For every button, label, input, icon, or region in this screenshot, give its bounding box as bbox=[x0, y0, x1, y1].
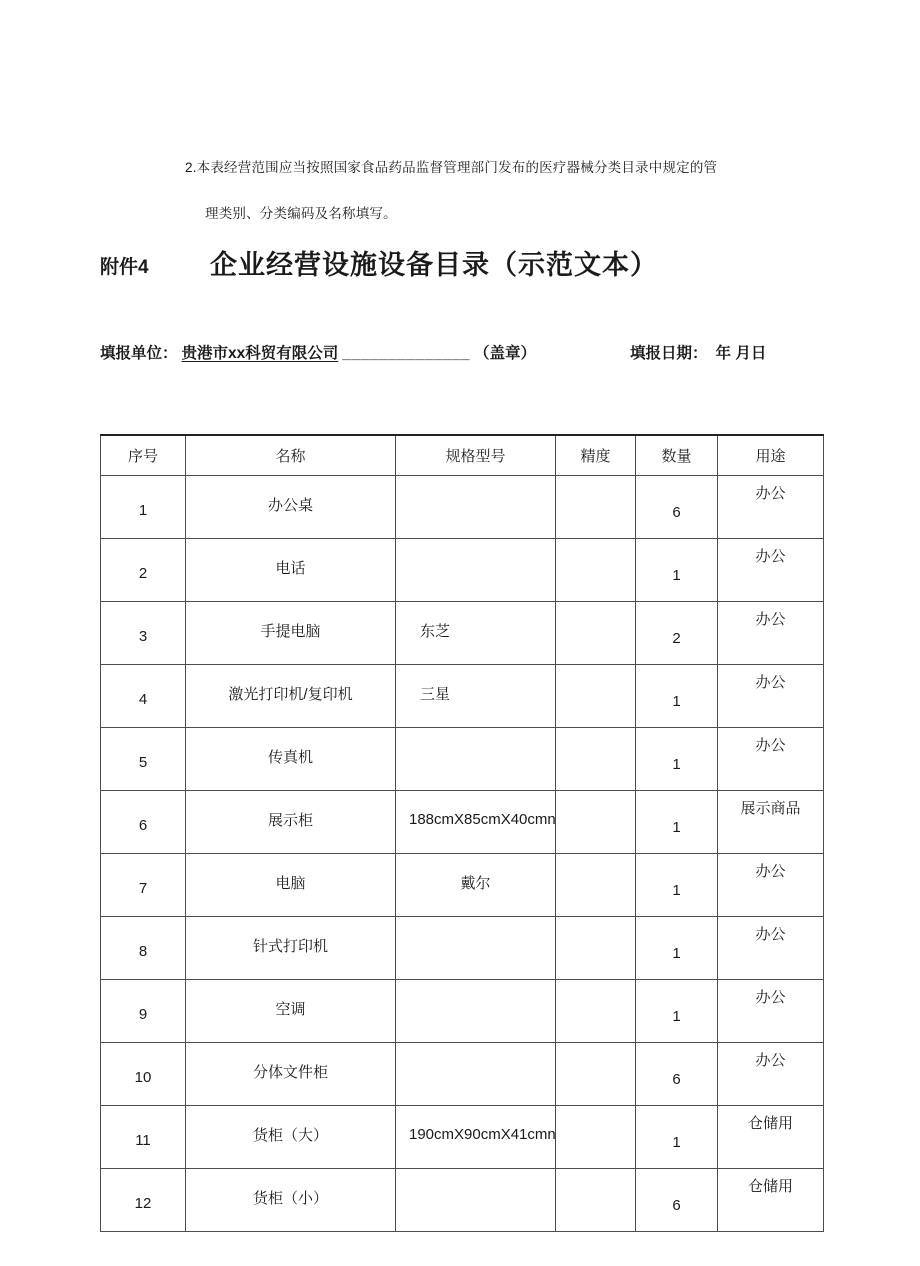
cell-use: 办公 bbox=[718, 980, 824, 1043]
cell-no: 11 bbox=[101, 1106, 186, 1169]
cell-spec bbox=[396, 476, 556, 539]
cell-no: 2 bbox=[101, 539, 186, 602]
cell-qty: 1 bbox=[636, 1106, 718, 1169]
cell-no: 10 bbox=[101, 1043, 186, 1106]
cell-precision bbox=[556, 1043, 636, 1106]
cell-name: 展示柜 bbox=[186, 791, 396, 854]
cell-qty: 1 bbox=[636, 728, 718, 791]
cell-precision bbox=[556, 602, 636, 665]
cell-name: 分体文件柜 bbox=[186, 1043, 396, 1106]
cell-qty: 6 bbox=[636, 1169, 718, 1232]
table-row bbox=[101, 980, 824, 1043]
table-row bbox=[101, 728, 824, 791]
equipment-table bbox=[100, 434, 824, 1232]
cell-precision bbox=[556, 728, 636, 791]
cell-name: 传真机 bbox=[186, 728, 396, 791]
cell-no: 1 bbox=[101, 476, 186, 539]
column-header-qty: 数量 bbox=[636, 435, 718, 476]
column-header-name: 名称 bbox=[186, 435, 396, 476]
table-row bbox=[101, 1169, 824, 1232]
cell-qty: 1 bbox=[636, 980, 718, 1043]
cell-use: 办公 bbox=[718, 602, 824, 665]
table-row bbox=[101, 917, 824, 980]
cell-qty: 1 bbox=[636, 854, 718, 917]
table-row bbox=[101, 665, 824, 728]
cell-no: 3 bbox=[101, 602, 186, 665]
cell-spec bbox=[396, 917, 556, 980]
cell-precision bbox=[556, 665, 636, 728]
cell-spec: 190cmX90cmX41cmn bbox=[396, 1106, 556, 1169]
cell-use: 仓储用 bbox=[718, 1106, 824, 1169]
cell-use: 办公 bbox=[718, 728, 824, 791]
cell-spec bbox=[396, 728, 556, 791]
cell-no: 7 bbox=[101, 854, 186, 917]
cell-name: 空调 bbox=[186, 980, 396, 1043]
cell-spec bbox=[396, 980, 556, 1043]
note-text-line1: 2.本表经营范围应当按照国家食品药品监督管理部门发布的医疗器械分类目录中规定的管 bbox=[185, 160, 718, 175]
reporting-date-label: 填报日期： bbox=[630, 345, 708, 362]
cell-precision bbox=[556, 1169, 636, 1232]
cell-qty: 1 bbox=[636, 539, 718, 602]
cell-use: 办公 bbox=[718, 665, 824, 728]
cell-use: 仓储用 bbox=[718, 1169, 824, 1232]
cell-no: 9 bbox=[101, 980, 186, 1043]
column-header-use: 用途 bbox=[718, 435, 824, 476]
cell-precision bbox=[556, 980, 636, 1043]
cell-name: 货柜（大） bbox=[186, 1106, 396, 1169]
reporting-unit-value: 贵港市xx科贸有限公司 bbox=[181, 345, 339, 362]
column-header-spec: 规格型号 bbox=[396, 435, 556, 476]
cell-qty: 1 bbox=[636, 791, 718, 854]
table-row bbox=[101, 791, 824, 854]
seal-label: （盖章） bbox=[473, 345, 536, 362]
cell-name: 激光打印机/复印机 bbox=[186, 665, 396, 728]
cell-spec: 东芝 bbox=[396, 602, 556, 665]
cell-spec: 三星 bbox=[396, 665, 556, 728]
reporting-date-value: 年 月日 bbox=[715, 345, 767, 362]
cell-use: 办公 bbox=[718, 539, 824, 602]
cell-spec: 戴尔 bbox=[396, 854, 556, 917]
page-title: 企业经营设施设备目录（示范文本） bbox=[210, 250, 658, 280]
reporting-unit-line bbox=[100, 341, 536, 363]
cell-precision bbox=[556, 1106, 636, 1169]
reporting-unit-label: 填报单位： bbox=[100, 345, 178, 362]
attachment-label: 附件4 bbox=[100, 257, 149, 278]
column-header-no: 序号 bbox=[101, 435, 186, 476]
cell-no: 8 bbox=[101, 917, 186, 980]
cell-qty: 1 bbox=[636, 665, 718, 728]
equipment-table-body bbox=[101, 476, 824, 1232]
reporting-date-line bbox=[630, 341, 766, 363]
cell-precision bbox=[556, 917, 636, 980]
cell-spec: 188cmX85cmX40cmn bbox=[396, 791, 556, 854]
table-row bbox=[101, 854, 824, 917]
cell-use: 办公 bbox=[718, 476, 824, 539]
cell-precision bbox=[556, 854, 636, 917]
cell-name: 电话 bbox=[186, 539, 396, 602]
cell-name: 电脑 bbox=[186, 854, 396, 917]
cell-no: 5 bbox=[101, 728, 186, 791]
cell-name: 手提电脑 bbox=[186, 602, 396, 665]
cell-qty: 2 bbox=[636, 602, 718, 665]
cell-qty: 6 bbox=[636, 476, 718, 539]
cell-precision bbox=[556, 791, 636, 854]
column-header-precision: 精度 bbox=[556, 435, 636, 476]
table-row bbox=[101, 602, 824, 665]
cell-spec bbox=[396, 1169, 556, 1232]
cell-precision bbox=[556, 539, 636, 602]
cell-use: 展示商品 bbox=[718, 791, 824, 854]
cell-no: 4 bbox=[101, 665, 186, 728]
table-row bbox=[101, 1043, 824, 1106]
table-row bbox=[101, 1106, 824, 1169]
cell-spec bbox=[396, 1043, 556, 1106]
cell-spec bbox=[396, 539, 556, 602]
equipment-table-header bbox=[101, 435, 824, 476]
cell-name: 针式打印机 bbox=[186, 917, 396, 980]
reporting-unit-blank: ______________ bbox=[342, 345, 470, 362]
table-row bbox=[101, 539, 824, 602]
header-row bbox=[101, 435, 824, 476]
note-text-line2: 理类别、分类编码及名称填写。 bbox=[205, 206, 397, 221]
cell-name: 货柜（小） bbox=[186, 1169, 396, 1232]
cell-no: 12 bbox=[101, 1169, 186, 1232]
cell-precision bbox=[556, 476, 636, 539]
cell-use: 办公 bbox=[718, 917, 824, 980]
cell-qty: 1 bbox=[636, 917, 718, 980]
cell-qty: 6 bbox=[636, 1043, 718, 1106]
cell-use: 办公 bbox=[718, 1043, 824, 1106]
cell-no: 6 bbox=[101, 791, 186, 854]
cell-use: 办公 bbox=[718, 854, 824, 917]
cell-name: 办公桌 bbox=[186, 476, 396, 539]
table-row bbox=[101, 476, 824, 539]
